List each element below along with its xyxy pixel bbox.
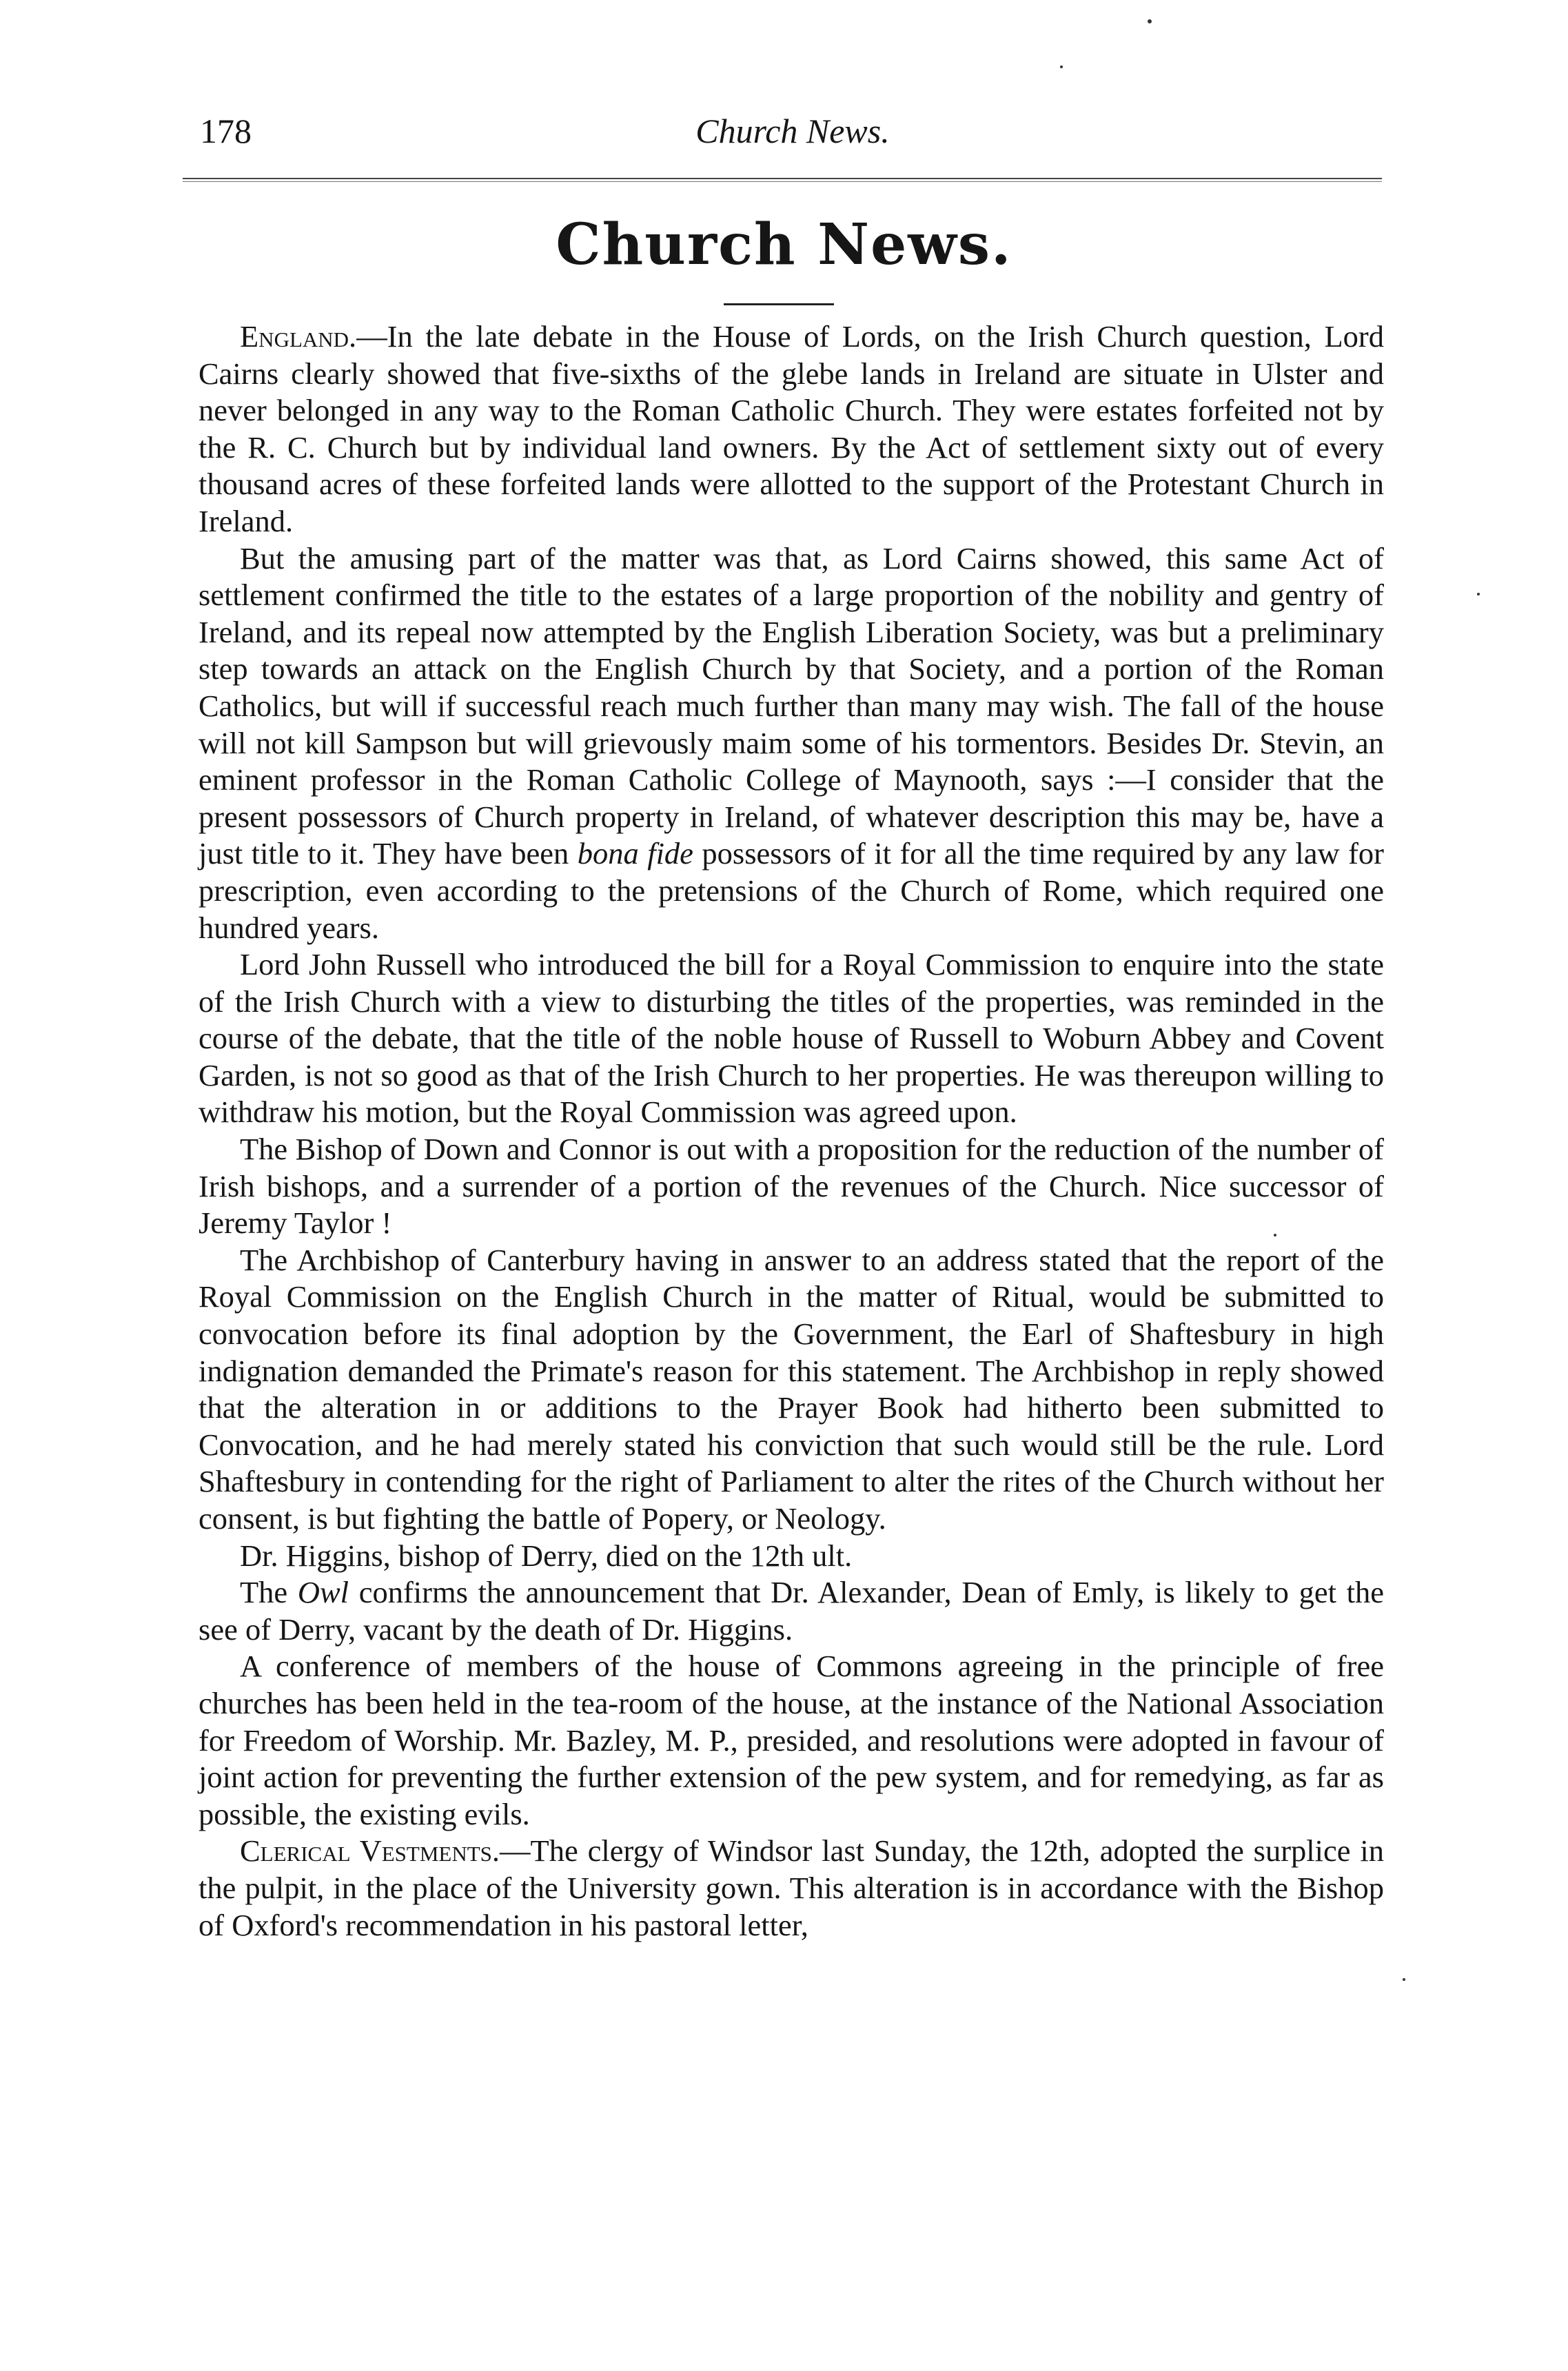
paragraph-text: The Archbishop of Canterbury having in answer to an address stated that the report of the Royal Commission on the English Church in the matter of Ritual, would be submitted to convocation before its final adoption by the Government, the Earl of Shaftesbury in high indignation demanded the Primate's reason for this statement. The Archbishop in reply showed that the alteration in or additions to the Prayer Book had hitherto been submitted to Convocation, and he had merely stated his conviction that such would still be the rule. Lord Shaftesbury in contending for the right of Parliament to alter the rites of the Church without her consent, is but fighting the battle of Popery, or Neology. <box>198 1242 1384 1536</box>
print-speck <box>1403 1978 1405 1981</box>
section-heading: Church News. <box>556 212 1012 278</box>
paragraph-text: Lord John Russell who introduced the bill for a Royal Commission to enquire into the state of the Irish Church with a view to disturbing the titles of the properties, was reminded in the course of the debate, that the title of the noble house of Russell to Woburn Abbey and Covent Garden, is not so good as that of the Irish Church to her properties. He was thereupon willing to withdraw his motion, but the Royal Commission was agreed upon. <box>198 947 1384 1130</box>
heading-rule <box>724 303 834 305</box>
paragraph-clerical-vestments <box>198 1833 1384 1944</box>
italic-phrase: bona fide <box>577 836 693 871</box>
paragraph-lead: Clerical Vestments. <box>240 1833 500 1869</box>
paragraph-text-continued: confirms the announcement that Dr. Alexander, Dean of Emly, is likely to get the see of Derry, vacant by the death of Dr. Higgins. <box>198 1575 1385 1647</box>
paragraph-text: But the amusing part of the matter was that, as Lord Cairns showed, this same Act of settlement confirmed the title to the estates of a large proportion of the nobility and gentry of Ireland, and its repeal now attempted by the English Liberation Society, was but a preliminary step towards an attack on the English Church by that Society, and a portion of the Roman Catholics, but will if successful reach much further than many may wish. The fall of the house will not kill Sampson but will grievously maim some of his tormentors. Besides Dr. Stevin, an eminent professor in the Roman Catholic College of Maynooth, says :—I consider that the present possessors of Church property in Ireland, of whatever description this may be, have a just title to it. They have been <box>198 540 1384 871</box>
paragraph-free-churches <box>198 1648 1384 1833</box>
page-number: 178 <box>200 112 252 150</box>
paragraph-bishop-down-connor <box>198 1131 1384 1242</box>
paragraph-text: A conference of members of the house of Commons agreeing in the principle of free churches has been held in the tea-room of the house, at the instance of the National Association for Freedom of Worship. Mr. Bazley, M. P., presided, and resolutions were adopted in favour of joint action for preventing the further extension of the pew system, and for remedying, as far as possible, the existing evils. <box>198 1649 1384 1831</box>
paragraph-lead: England. <box>240 319 357 354</box>
paragraph-text: Dr. Higgins, bishop of Derry, died on the 12th ult. <box>240 1538 853 1573</box>
print-speck <box>1274 1234 1276 1237</box>
paragraph-text: —The clergy of Windsor last Sunday, the 12th, adopted the surplice in the pulpit, in the place of the University gown. This alteration is in accordance with the Bishop of Oxford's recommendation in his pastoral letter, <box>198 1833 1385 1942</box>
paragraph-text: The <box>240 1575 288 1610</box>
header-rule <box>183 178 1382 179</box>
paragraph-text-continued: possessors of it for all the time required by any law for prescription, even according to the pretensions of the Church of Rome, which required one hundred years. <box>198 836 1385 945</box>
paragraph-dr-higgins <box>198 1538 1384 1575</box>
article-body <box>198 318 1384 1944</box>
print-speck <box>1477 593 1480 596</box>
print-speck <box>1060 65 1063 68</box>
running-title: Church News. <box>695 112 890 150</box>
print-speck <box>1148 19 1152 23</box>
header-rule-secondary <box>183 181 1382 182</box>
paragraph-text: The Bishop of Down and Connor is out with a proposition for the reduction of the number of Irish bishops, and a surrender of a portion of the revenues of the Church. Nice successor of Jeremy Taylor ! <box>198 1132 1384 1241</box>
italic-phrase: Owl <box>297 1575 349 1610</box>
paragraph-owl <box>198 1574 1384 1648</box>
paragraph-text: —In the late debate in the House of Lords, on the Irish Church question, Lord Cairns clearly showed that five-sixths of the glebe lands in Ireland are situate in Ulster and never belonged in any way to the Roman Catholic Church. They were estates forfeited not by the R. C. Church but by individual land owners. By the Act of settlement sixty out of every thousand acres of these forfeited lands were allotted to the support of the Protestant Church in Ireland. <box>198 319 1384 538</box>
paragraph-act-of-settlement <box>198 540 1384 947</box>
paragraph-archbishop-canterbury <box>198 1242 1384 1538</box>
running-head <box>200 103 1385 159</box>
paragraph-england <box>198 318 1384 540</box>
paragraph-lord-john-russell <box>198 946 1384 1131</box>
